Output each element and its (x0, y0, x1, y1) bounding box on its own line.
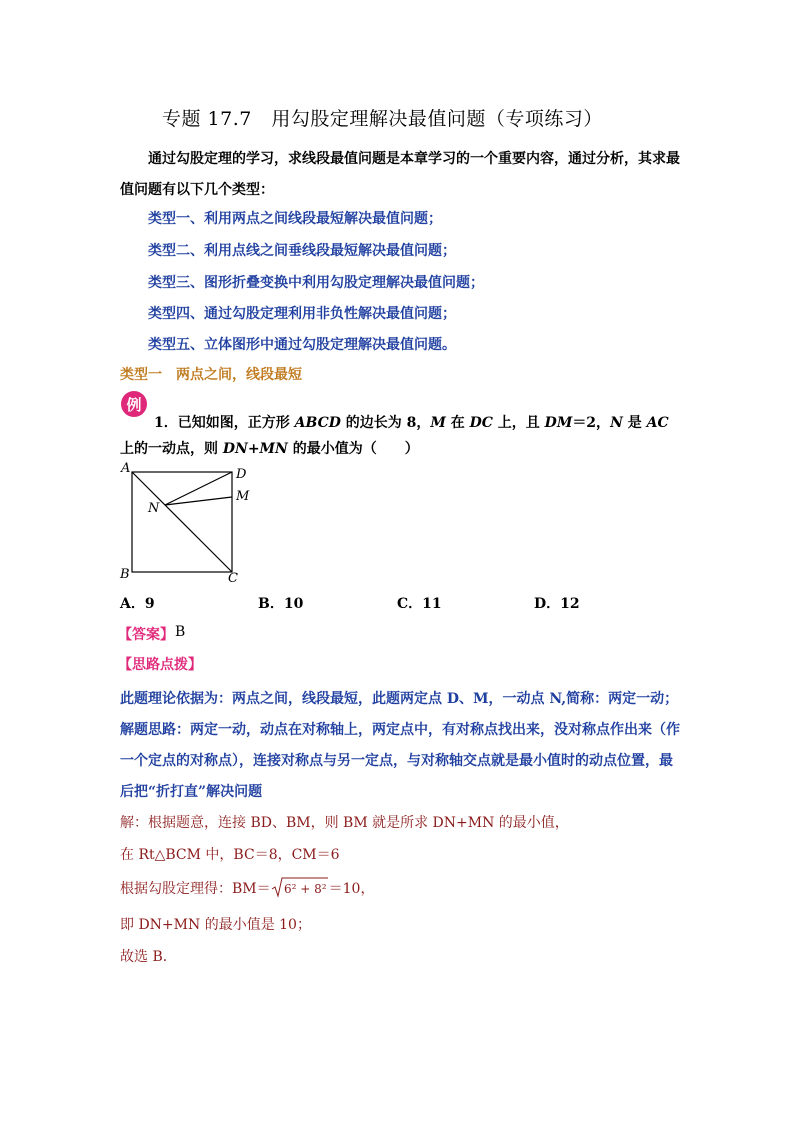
solution-line-4: 即 DN+MN 的最小值是 10； (120, 917, 311, 933)
label-a: A (121, 461, 131, 476)
q-part: 上的一动点，则 (120, 441, 218, 457)
q-part: 的边长为 8， (345, 415, 431, 431)
q-var: M (430, 415, 446, 431)
option-d: D．12 (534, 596, 580, 612)
q-part: ＝2， (572, 415, 611, 431)
square-figure (118, 460, 258, 585)
hint-label: 【思路点拨】 (118, 657, 202, 673)
hint-text: 此题理论依据为：两点之间，线段最短，此题两定点 D、M，一动点 N,简称：两定一动；解题思路：两定一动，动点在对称轴上，两定点中，有对称点找出来，没对称点作出来（作一个定点的对称点），连接对称点与另一定点，与对称轴交点就是最小值时的动点位置，最后把“折打直”解决问题 (120, 691, 680, 800)
answer-label: 【答案】 (118, 627, 174, 643)
label-d: D (236, 467, 247, 482)
type-item-4: 类型四、通过勾股定理利用非负性解决最值问题； (148, 306, 456, 322)
sqrt-symbol (271, 876, 329, 898)
intro-paragraph: 通过勾股定理的学习，求线段最值问题是本章学习的一个重要内容，通过分析，其求最值问题有以下几个类型： (120, 151, 680, 198)
q-part: 在 (450, 415, 465, 431)
sqrt-expression (271, 876, 329, 902)
q-part: 1．已知如图，正方形 (154, 415, 290, 431)
answer-value: B (175, 624, 186, 640)
solution-line-3-post: ＝10， (328, 881, 375, 897)
segment-dn (165, 472, 232, 505)
page-title: 专题 17.7 用勾股定理解决最值问题（专项练习） (162, 108, 603, 130)
label-c: C (228, 571, 238, 585)
q-var: DC (469, 415, 493, 431)
solution-line-3 (120, 876, 374, 902)
type-item-1: 类型一、利用两点之间线段最短解决最值问题； (148, 211, 442, 227)
section-heading: 类型一 两点之间，线段最短 (120, 367, 302, 383)
type-item-2: 类型二、利用点线之间垂线段最短解决最值问题； (148, 243, 456, 259)
q-var: AC (646, 415, 669, 431)
type-item-5: 类型五、立体图形中通过勾股定理解决最值问题。 (148, 337, 456, 353)
solution-line-1: 解：根据题意，连接 BD、BM，则 BM 就是所求 DN+MN 的最小值， (120, 815, 569, 831)
q-var: ABCD (294, 415, 341, 431)
solution-line-2: 在 Rt△BCM 中，BC＝8，CM＝6 (120, 847, 340, 863)
option-a: A．9 (120, 596, 155, 612)
q-part: 是 (627, 415, 642, 431)
option-b: B．10 (258, 596, 304, 612)
segment-mn (165, 497, 232, 505)
option-c: C．11 (397, 596, 442, 612)
solution-line-3-pre: 根据勾股定理得：BM＝ (120, 881, 271, 897)
q-part: 的最小值为（ ） (292, 441, 419, 457)
diagonal-ac (132, 472, 232, 572)
solution-line-5: 故选 B． (120, 949, 177, 965)
label-b: B (120, 567, 130, 582)
question-text (120, 410, 680, 462)
label-n: N (148, 501, 160, 516)
type-item-3: 类型三、图形折叠变换中利用勾股定理解决最值问题； (148, 275, 484, 291)
sqrt-radicand: 6² + 8² (283, 882, 327, 896)
label-m: M (236, 489, 250, 504)
q-var: N (610, 415, 623, 431)
example-badge: 例 (121, 391, 147, 417)
q-part: 上，且 (497, 415, 540, 431)
q-var: DM (544, 415, 573, 431)
q-var: DN+MN (222, 441, 288, 457)
